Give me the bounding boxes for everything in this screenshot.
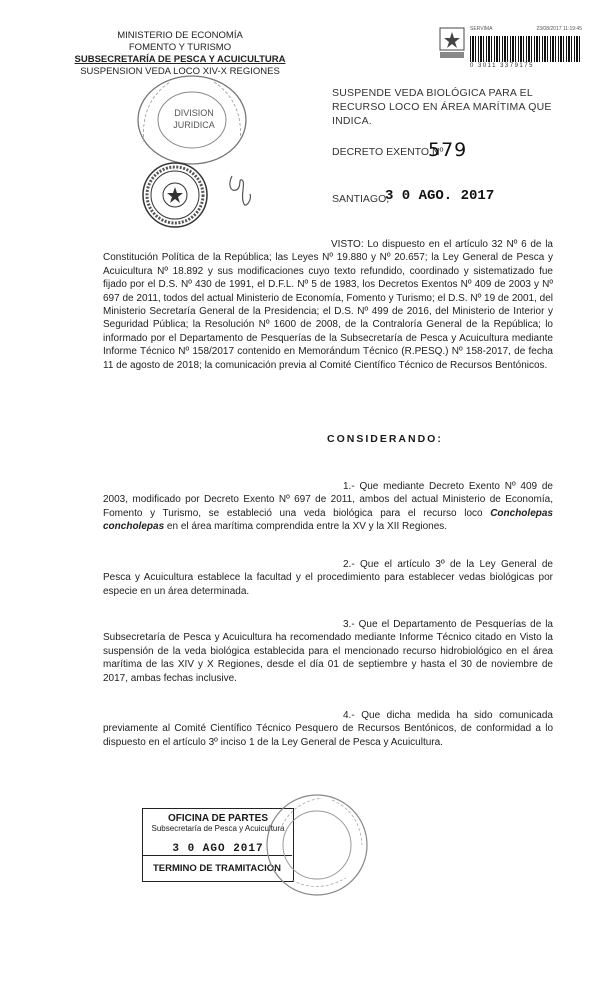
- p1-species: Concholepas concholepas: [103, 507, 553, 533]
- header-line-2: FOMENTO Y TURISMO: [128, 42, 232, 53]
- division-juridica-seal-icon: [130, 72, 250, 172]
- barcode-right-label: 23/08/2017 11:19:45: [536, 26, 582, 32]
- santiago-date: 3 0 AGO. 2017: [385, 188, 495, 204]
- header-line-1: MINISTERIO DE ECONOMÍA: [117, 30, 243, 41]
- santiago-label: SANTIAGO,: [332, 193, 390, 205]
- considerando-4: 4.- Que dicha medida ha sido comunicada previamente al Comité Científico Técnico Pesquero de Recursos Bentónicos, de conformidad a lo dispuesto en el artículo 3º inciso 1 de la Ley General de Pesca y Acuicultura.: [103, 710, 553, 748]
- decreto-label: DECRETO EXENTO Nº: [332, 146, 444, 158]
- barcode-left-label: SERVIMA: [470, 26, 493, 32]
- considerando-1: [103, 480, 553, 534]
- seal-division-line-2: JURIDICA: [173, 120, 215, 130]
- decreto-number: 579: [428, 139, 468, 161]
- barcode-icon: [470, 36, 582, 62]
- considerando-heading: CONSIDERANDO:: [327, 433, 443, 445]
- header-line-4: SUSPENSION VEDA LOCO XIV-X REGIONES: [80, 66, 280, 77]
- oficina-partes-seal-icon: [262, 790, 372, 900]
- stamp-title: OFICINA DE PARTES: [167, 813, 268, 824]
- chile-emblem-icon: [438, 26, 466, 60]
- barcode-number: 0 3011 3379175: [470, 63, 534, 69]
- considerando-3: 3.- Que el Departamento de Pesquerías de la Subsecretaría de Pesca y Acuicultura ha recomendado mediante Informe Técnico citado en Visto la suspensión de la veda biológica establecida para el mencionado recurso hidrobiológico en el área marítima de las XIV y X Regiones, desde el día 01 de septiembre y hasta el 30 de noviembre de 2017, ambas fechas inclusive.: [103, 619, 553, 684]
- header-line-3: SUBSECRETARÍA DE PESCA Y ACUICULTURA: [74, 54, 286, 65]
- p1-text-b: en el área marítima comprendida entre la XV y la XII Regiones.: [164, 521, 448, 533]
- stamp-date: 3 0 AGO 2017: [172, 843, 264, 855]
- signature-icon: [222, 170, 262, 210]
- ministry-seal-icon: [140, 160, 210, 230]
- visto-paragraph: VISTO: Lo dispuesto en el artículo 32 Nº 6 de la Constitución Política de la República; las Leyes Nº 19.880 y Nº 20.657; la Ley General de Pesca y Acuicultura Nº 18.892 y sus modificaciones cuyo texto refundido, coordinado y sistematizado fue fijado por el D.S. Nº 430 de 1991, el D.F.L. Nº 5 de 1983, los Decretos Exentos Nº 409 de 2003 y Nº 697 de 2011, todos del actual Ministerio de Economía, Fomento y Turismo; el D.S. Nº 19 de 2001, del Ministerio Secretaría General de la Presidencia; el D.S. Nº 499 de 2016, del Ministerio de Interior y Seguridad Pública; la Resolución Nº 1600 de 2008, de la Contraloría General de la República; lo informado por el Departamento de Pesquerías de la Subsecretaría de Pesca y Acuicultura mediante Informe Técnico Nº 158/2017 contenido en Memorándum Técnico (R.PESQ.) Nº 158-2017, de fecha 11 de agosto de 2018; la comunicación previa al Comité Científico Técnico de Recursos Bentónicos.: [103, 239, 553, 371]
- stamp-subtitle: Subsecretaría de Pesca y Acuicultura: [151, 824, 285, 833]
- stamp-termino: TERMINO DE TRAMITACION: [142, 855, 292, 881]
- considerando-2: 2.- Que el artículo 3º de la Ley General de Pesca y Acuicultura establece la facultad y el procedimiento para establecer vedas biológicas por especie en un área determinada.: [103, 559, 553, 597]
- barcode-block: [470, 26, 582, 72]
- p1-text-a: 1.- Que mediante Decreto Exento Nº 409 de 2003, modificado por Decreto Exento Nº 697 de 2011, ambos del actual Ministerio de Economía, Fomento y Turismo, se estableció una veda biológica para el recurso loco: [103, 481, 553, 519]
- ministry-header: [70, 30, 290, 78]
- decree-title: SUSPENDE VEDA BIOLÓGICA PARA EL RECURSO LOCO EN ÁREA MARÍTIMA QUE INDICA.: [332, 87, 552, 127]
- seal-division-line-1: DIVISION: [174, 108, 214, 118]
